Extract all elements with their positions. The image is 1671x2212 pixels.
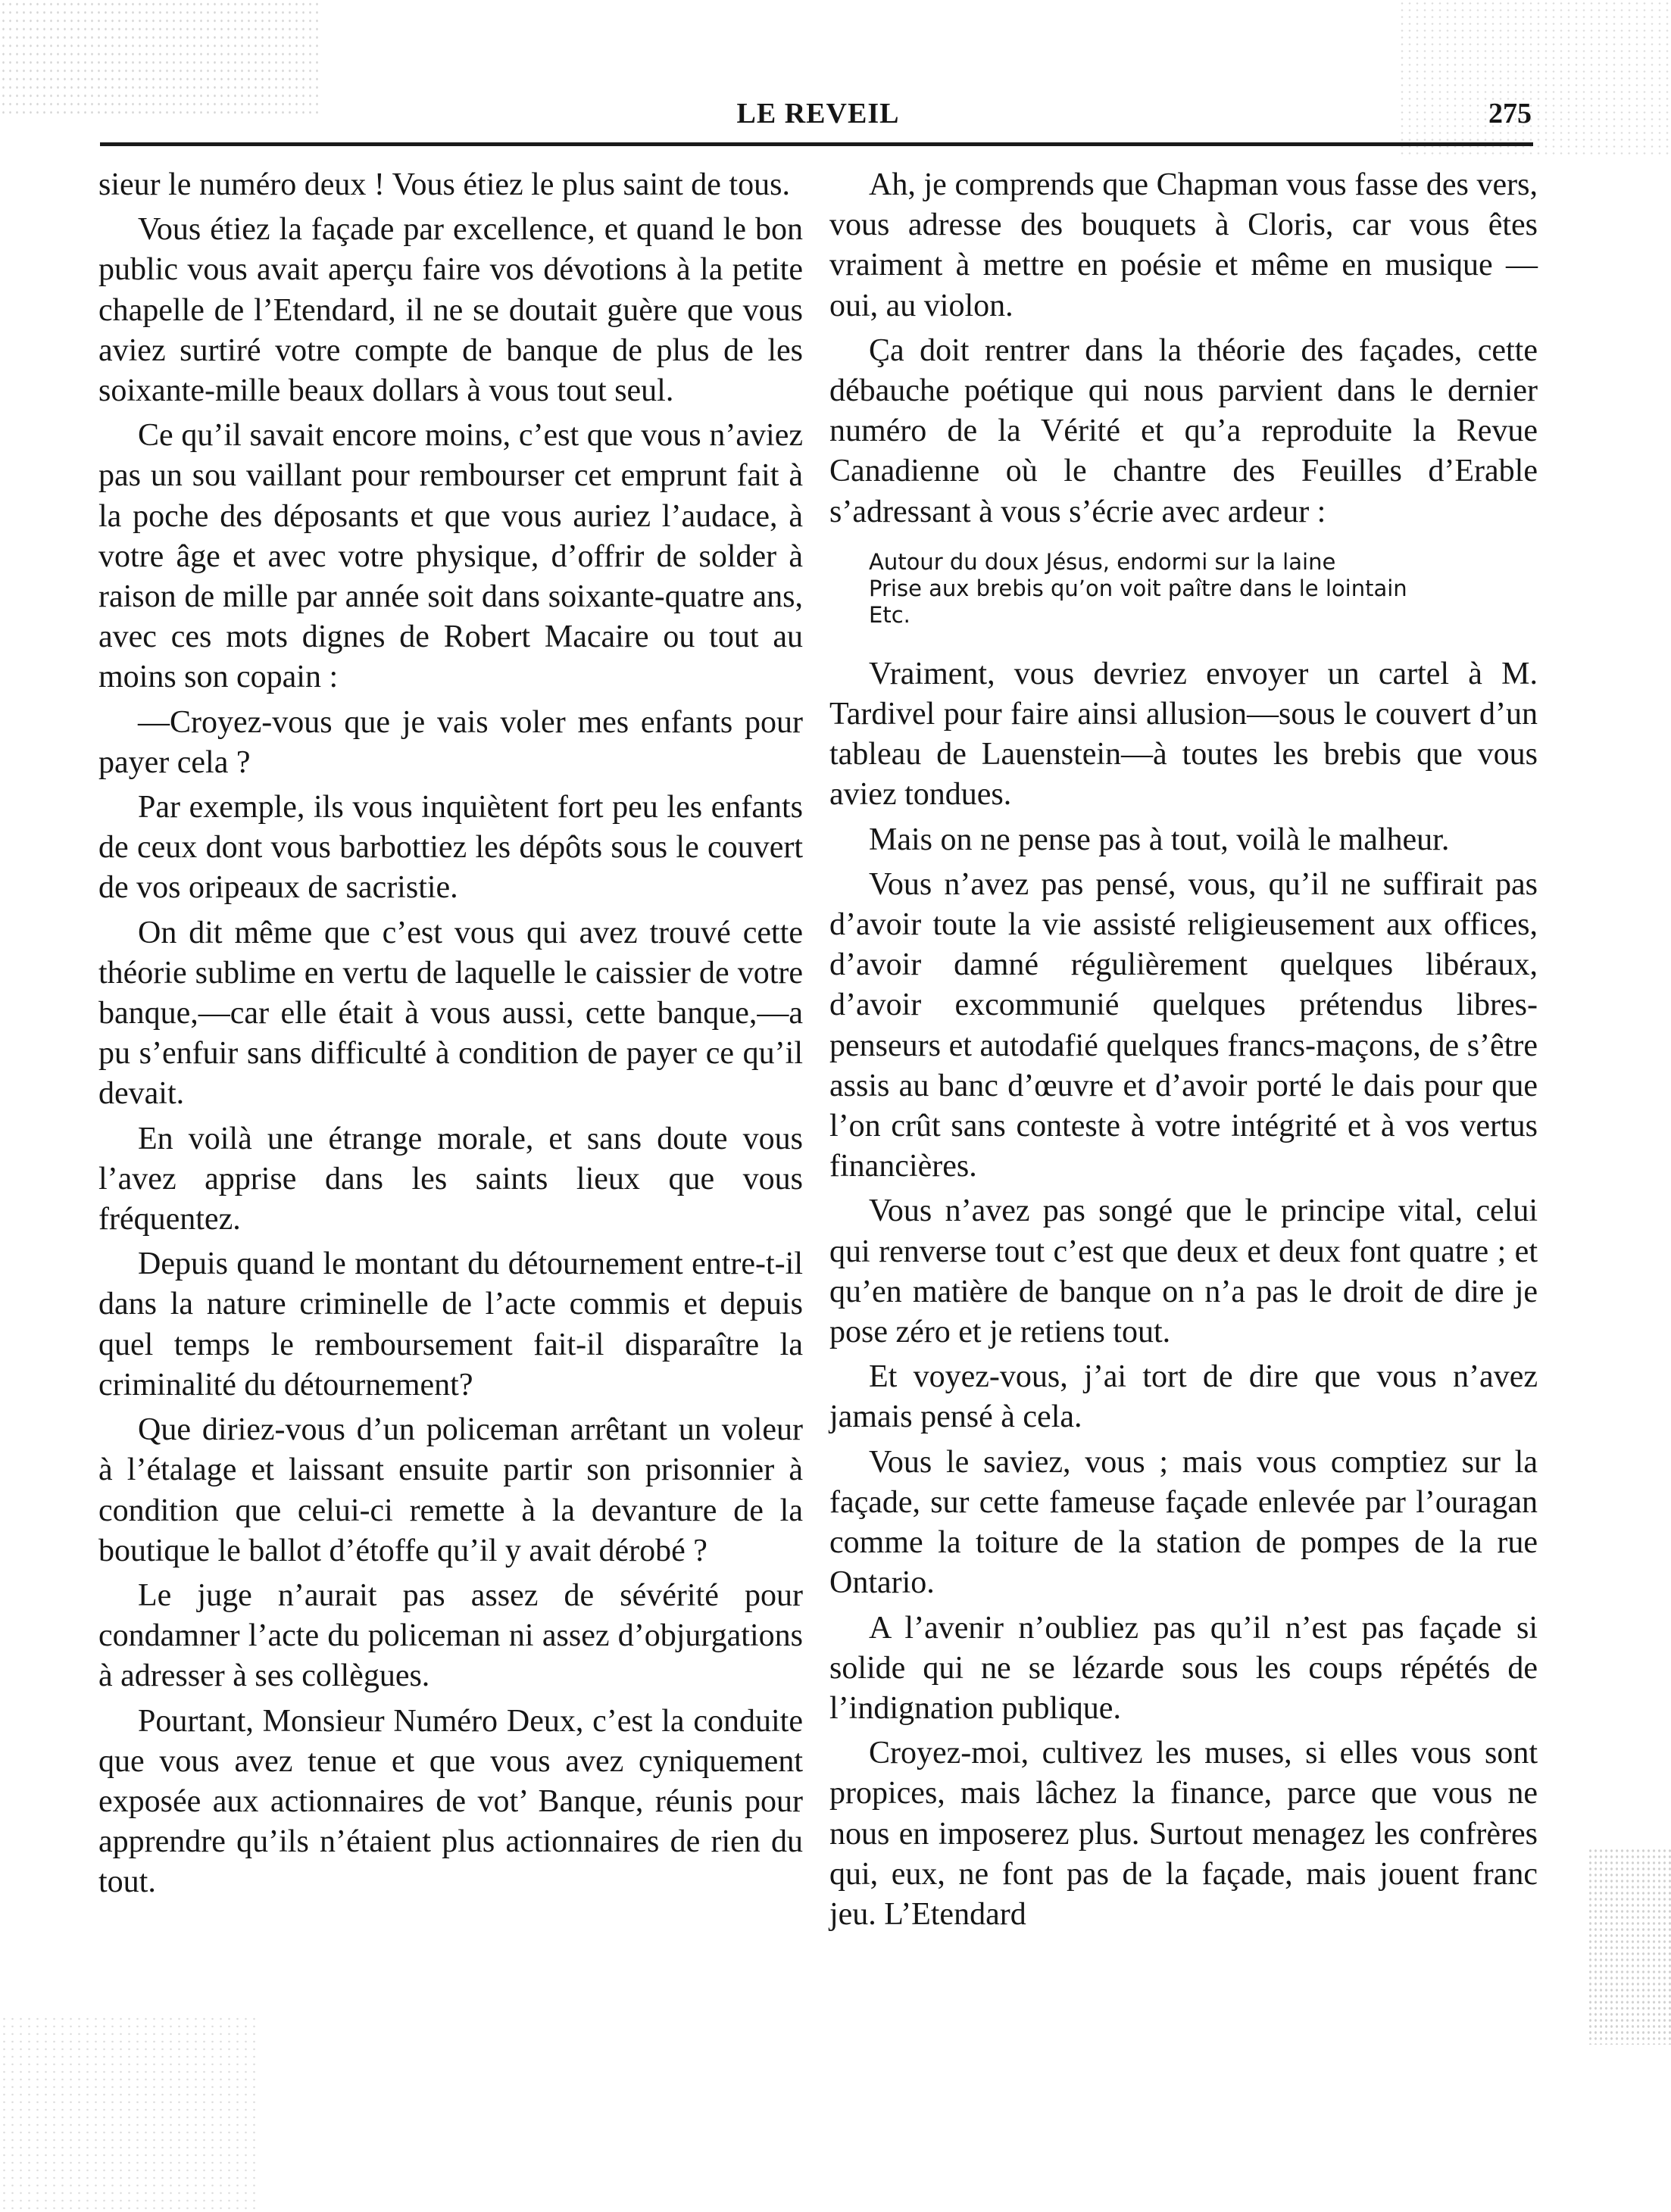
verse-line: Etc. bbox=[869, 601, 910, 628]
paragraph: Que diriez-vous d’un policeman arrêtant un voleur à l’étalage et laissant ensuite partir son prisonnier à condition que celui-ci remette à la devanture de la boutique le ballot d’étoffe qu’il y avait dérobé ? bbox=[98, 1412, 803, 1568]
paragraph: Ce qu’il savait encore moins, c’est que vous n’aviez pas un sou vaillant pour rembourser cet emprunt fait à la poche des déposants et que vous auriez l’audace, à votre âge et avec votre physique, d’offrir de solder à raison de mille par année soit dans soixante-quatre ans, avec ces mots dignes de Robert Macaire ou tout au moins son copain : bbox=[98, 418, 803, 695]
running-title: LE REVEIL bbox=[736, 98, 900, 129]
paragraph: Vous n’avez pas songé que le principe vital, celui qui renverse tout c’est que deux et deux font quatre ; et qu’en matière de banque on n’a pas le droit de dire je pose zéro et je retiens tout. bbox=[829, 1193, 1538, 1350]
paragraph: Croyez-moi, cultivez les muses, si elles vous sont propices, mais lâchez la finance, parce que vous ne nous en imposerez plus. Surtout menagez les confrères qui, eux, ne font pas de la façade, mais jouent franc jeu. L’Etendard bbox=[829, 1736, 1538, 1932]
paragraph: Le juge n’aurait pas assez de sévérité pour condamner l’acte du policeman ni assez d’objurgations à adresser à ses collègues. bbox=[98, 1577, 803, 1694]
paragraph: Vous n’avez pas pensé, vous, qu’il ne suffirait pas d’avoir toute la vie assisté religieusement aux offices, d’avoir damné régulièrement quelques libéraux, d’avoir excommunié quelques prétendus libres-penseurs et autodafié quelques francs-maçons, de s’être assis au banc d’œuvre et d’avoir porté le dais pour que l’on crût sans conteste à votre intégrité et à vos vertus financières. bbox=[829, 866, 1538, 1184]
paragraph: Pourtant, Monsieur Numéro Deux, c’est la conduite que vous avez tenue et que vous avez cyniquement exposée aux actionnaires de vot’ Banque, réunis pour apprendre qu’ils n’étaient plus actionnaires de rien du tout. bbox=[98, 1703, 803, 1900]
page-header bbox=[105, 91, 1532, 136]
left-column bbox=[98, 165, 803, 1908]
paragraph: —Croyez-vous que je vais voler mes enfants pour payer cela ? bbox=[98, 704, 803, 780]
paragraph: Vous le saviez, vous ; mais vous comptiez sur la façade, sur cette fameuse façade enlevée par l’ouragan comme la toiture de la station de pompes de la rue Ontario. bbox=[829, 1444, 1538, 1601]
paragraph: Mais on ne pense pas à tout, voilà le malheur. bbox=[869, 822, 1450, 857]
paragraph: Vous étiez la façade par excellence, et quand le bon public vous avait aperçu faire vos dévotions à la petite chapelle de l’Etendard, il ne se doutait guère que vous aviez surtiré votre compte de banque de plus de les soixante-mille beaux dollars à vous tout seul. bbox=[98, 212, 803, 409]
paragraph: On dit même que c’est vous qui avez trouvé cette théorie sublime en vertu de laquelle le caissier de votre banque,—car elle était à vous aussi, cette banque,—a pu s’enfuir sans difficulté à condition de payer ce qu’il devait. bbox=[98, 915, 803, 1112]
paragraph: Et voyez-vous, j’ai tort de dire que vous n’avez jamais pensé à cela. bbox=[829, 1359, 1538, 1435]
page-number: 275 bbox=[1488, 98, 1532, 129]
header-rule bbox=[100, 142, 1533, 146]
right-column bbox=[829, 165, 1538, 1939]
verse-quote bbox=[869, 549, 1538, 629]
paragraph: Ah, je comprends que Chapman vous fasse des vers, vous adresse des bouquets à Cloris, car vous êtes vraiment à mettre en poésie et même en musique — oui, au violon. bbox=[829, 167, 1538, 323]
verse-line: Autour du doux Jésus, endormi sur la laine bbox=[869, 548, 1336, 575]
paragraph: En voilà une étrange morale, et sans doute vous l’avez apprise dans les saints lieux que vous fréquentez. bbox=[98, 1121, 803, 1237]
paragraph: sieur le numéro deux ! Vous étiez le plus saint de tous. bbox=[98, 167, 790, 202]
print-speckle bbox=[0, 2015, 258, 2212]
paragraph: Vraiment, vous devriez envoyer un cartel à M. Tardivel pour faire ainsi allusion—sous le couvert d’un tableau de Lauenstein—à toutes les brebis que vous aviez tondues. bbox=[829, 656, 1538, 813]
paragraph: A l’avenir n’oubliez pas qu’il n’est pas façade si solide qui ne se lézarde sous les coups répétés de l’indignation publique. bbox=[829, 1610, 1538, 1726]
paragraph: Ça doit rentrer dans la théorie des façades, cette débauche poétique qui nous parvient dans le dernier numéro de la Vérité et qu’a reproduite la Revue Canadienne où le chantre des Feuilles d’Erable s’adressant à vous s’écrie avec ardeur : bbox=[829, 332, 1538, 529]
paragraph: Par exemple, ils vous inquiètent fort peu les enfants de ceux dont vous barbottiez les dépôts sous le couvert de vos oripeaux de sacristie. bbox=[98, 790, 803, 906]
print-speckle bbox=[1588, 1848, 1671, 2045]
paragraph: Depuis quand le montant du détournement entre-t-il dans la nature criminelle de l’acte commis et depuis quel temps le remboursement fait-il disparaître la criminalité du détournement? bbox=[98, 1246, 803, 1402]
verse-line: Prise aux brebis qu’on voit paître dans le lointain bbox=[869, 575, 1407, 601]
